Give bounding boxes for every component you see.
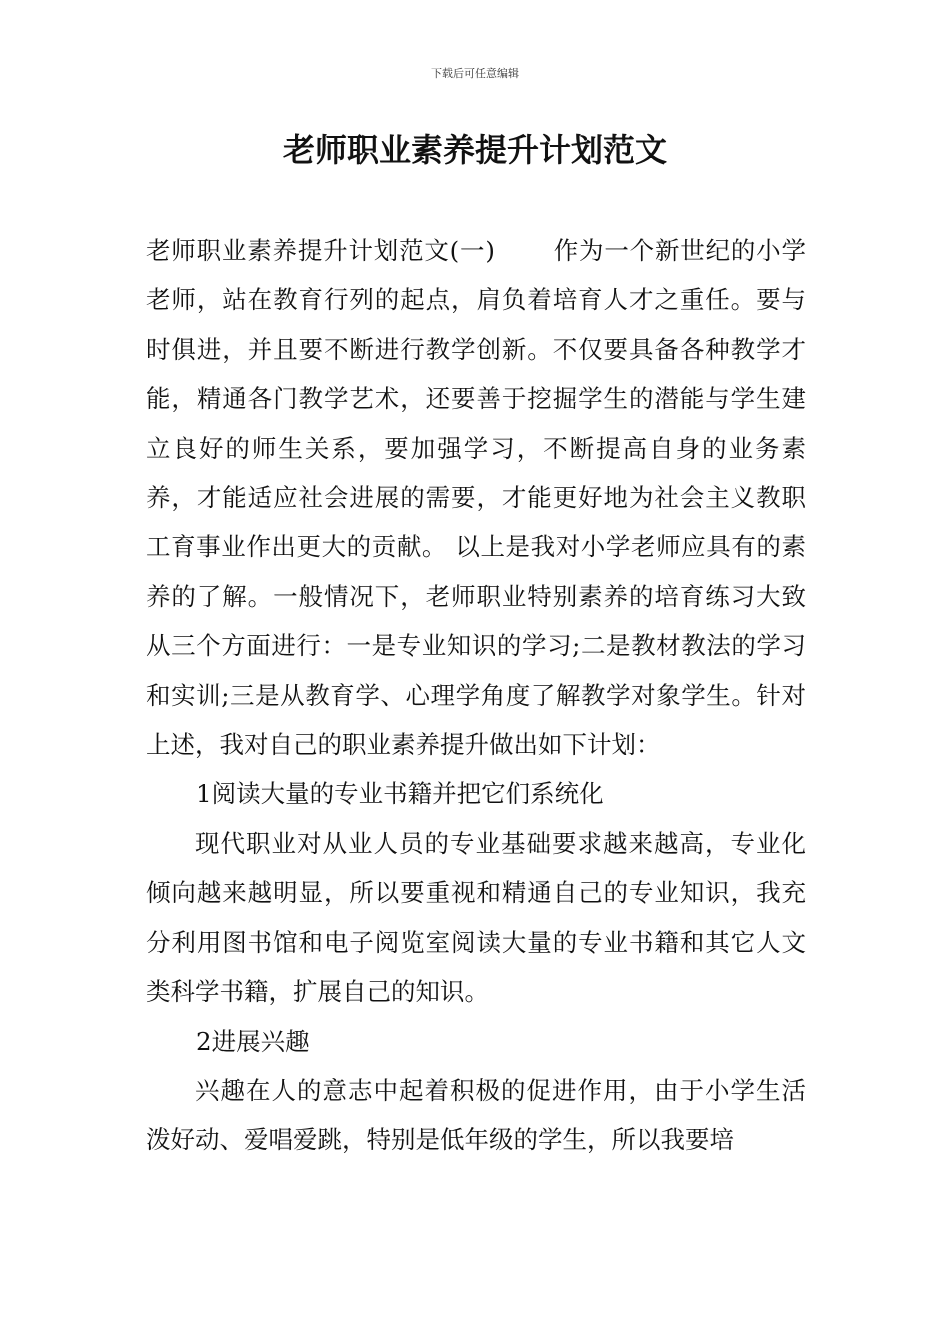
document-title: 老师职业素养提升计划范文 <box>282 131 667 169</box>
section-heading-2: 2进展兴趣 <box>196 1026 310 1056</box>
document-body <box>146 226 806 1165</box>
intro-paragraph <box>146 226 806 769</box>
intro-text: 作为一个新世纪的小学老师，站在教育行列的起点，肩负着培育人才之重任。要与时俱进，并且要不断进行教学创新。不仅要具备各种教学才能，精通各门教学艺术，还要善于挖掘学生的潜能与学生建立良好的师生关系，要加强学习，不断提高自身的业务素养，才能适应社会进展的需要，才能更好地为社会主义教职工育事业作出更大的贡献。 以上是我对小学老师应具有的素养的了解。一般情况下，老师职业特别素养的培育练习大致从三个方面进行：一是专业知识的学习;二是教材教法的学习和实训;三是从教育学、心理学角度了解教学对象学生。针对上述，我对自己的职业素养提升做出如下计划： <box>146 236 806 760</box>
section-heading-1: 1阅读大量的专业书籍并把它们系统化 <box>196 779 604 809</box>
section-paragraph-2: 兴趣在人的意志中起着积极的促进作用，由于小学生活泼好动、爱唱爱跳，特别是低年级的学生，所以我要培 <box>146 1075 806 1155</box>
intro-label: 老师职业素养提升计划范文(一) <box>146 236 495 265</box>
section-paragraph-1: 现代职业对从业人员的专业基础要求越来越高，专业化倾向越来越明显，所以要重视和精通自己的专业知识，我充分利用图书馆和电子阅览室阅读大量的专业书籍和其它人文类科学书籍，扩展自己的知识。 <box>146 828 806 1007</box>
header-note: 下载后可任意编辑 <box>431 67 519 80</box>
